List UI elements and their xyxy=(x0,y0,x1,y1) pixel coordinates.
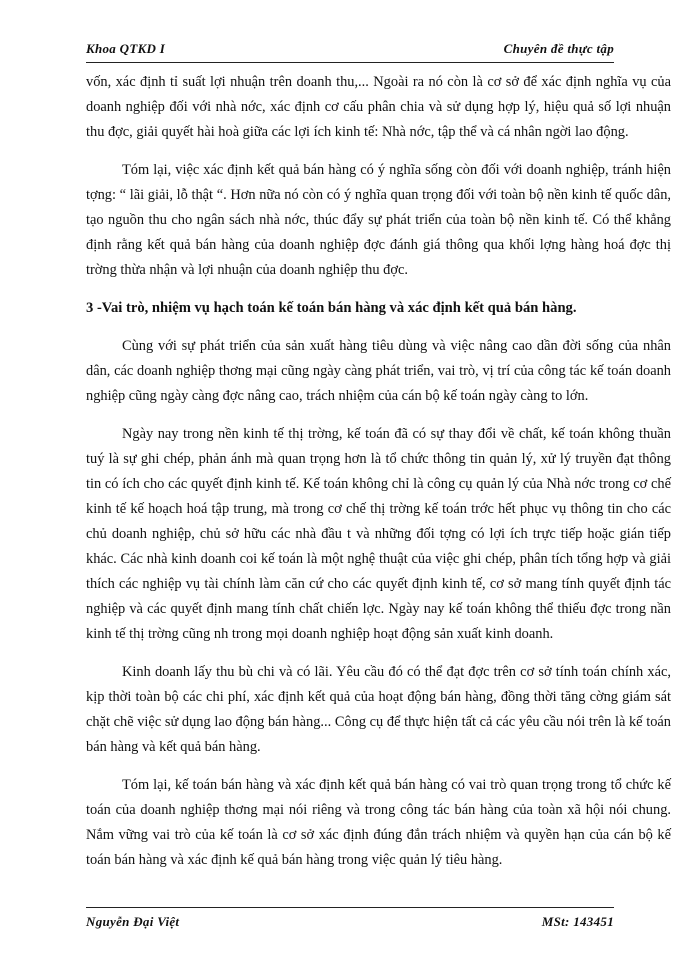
page-footer xyxy=(86,907,614,930)
header-document-type: Chuyên đề thực tập xyxy=(503,41,614,56)
page-body xyxy=(86,70,671,886)
footer-author: Nguyễn Đại Việt xyxy=(86,914,180,929)
paragraph-5: Kinh doanh lấy thu bù chi và có lãi. Yêu cầu đó có thể đạt đợc trên cơ sở tính toán chính xác, kịp thời toàn bộ các chi phí, xác định kết quả của hoạt động bán hàng, đồng thời tăng cờng giám sát chặt chẽ việc sử dụng lao động bán hàng... Công cụ để thực hiện tất cả các yêu cầu nói trên là kế toán bán hàng và kết quả bán hàng. xyxy=(86,664,671,755)
paragraph-2: Tóm lại, việc xác định kết quả bán hàng có ý nghĩa sống còn đối với doanh nghiệp, tránh hiện tợng: “ lãi giải, lỗ thật “. Hơn nữa nó còn có ý nghĩa quan trọng đối với toàn bộ nền kinh tế quốc dân, tạo nguồn thu cho ngân sách nhà nớc, thúc đẩy sự phát triển của toàn bộ nền kinh tế. Có thể khẳng định rằng kết quả bán hàng của doanh nghiệp đợc đánh giá thông qua khối lợng hàng hoá đợc thị trờng thừa nhận và lợi nhuận của doanh nghiệp thu đợc. xyxy=(86,162,671,278)
section-heading: 3 -Vai trò, nhiệm vụ hạch toán kế toán bán hàng và xác định kết quả bán hàng. xyxy=(86,300,577,316)
paragraph-1: vốn, xác định tỉ suất lợi nhuận trên doanh thu,... Ngoài ra nó còn là cơ sở để xác định nghĩa vụ của doanh nghiệp đối với nhà nớc, xác định cơ cấu phân chia và sử dụng hợp lý, hiệu quả số lợi nhuận thu đợc, giải quyết hài hoà giữa các lợi ích kinh tế: Nhà nớc, tập thể và cá nhân ngời lao động. xyxy=(86,74,671,140)
page-header xyxy=(86,40,614,63)
footer-student-id: MSt: 143451 xyxy=(541,914,614,929)
paragraph-3: Cùng với sự phát triển của sản xuất hàng tiêu dùng và việc nâng cao dần đời sống của nhân dân, các doanh nghiệp thơng mại cũng ngày càng phát triển, vai trò, vị trí của công tác kế toán doanh nghiệp cũng ngày càng đợc nâng cao, trách nhiệm của cán bộ kế toán ngày càng to lớn. xyxy=(86,338,671,404)
paragraph-6: Tóm lại, kế toán bán hàng và xác định kết quả bán hàng có vai trò quan trọng trong tổ chức kế toán của doanh nghiệp thơng mại nói riêng và trong công tác bán hàng của toàn xã hội nói chung. Nắm vững vai trò của kế toán là cơ sở xác định đúng đắn trách nhiệm và quyền hạn của cán bộ kế toán bán hàng và xác định kế quả bán hàng trong việc quản lý tiêu hàng. xyxy=(86,777,671,868)
paragraph-4: Ngày nay trong nền kinh tế thị trờng, kế toán đã có sự thay đổi về chất, kế toán không thuần tuý là sự ghi chép, phản ánh mà quan trọng hơn là tổ chức thông tin quản lý, xử lý truyền đạt thông tin có ích cho các quyết định kinh tế. Kế toán không chỉ là công cụ quản lý của Nhà nớc trong cơ chế kinh tế kế hoạch hoá tập trung, mà trong cơ chế thị trờng kế toán trớc hết phục vụ thông tin cho các chủ doanh nghiệp, chủ sở hữu các nhà đầu t và những đối tợng có lợi ích trực tiếp hoặc gián tiếp khác. Các nhà kinh doanh coi kế toán là một nghệ thuật của việc ghi chép, phân tích tổng hợp và giải thích các nghiệp vụ tài chính làm căn cứ cho các quyết định kinh tế, cơ sở mang tính quyết định tác nghiệp và các quyết định mang tính chất chiến lợc. Ngày nay kế toán không thể thiếu đợc trong nần kinh tế thị trờng cũng nh trong mọi doanh nghiệp hoạt động sản xuất kinh doanh. xyxy=(86,426,671,642)
header-faculty: Khoa QTKD I xyxy=(86,41,166,56)
